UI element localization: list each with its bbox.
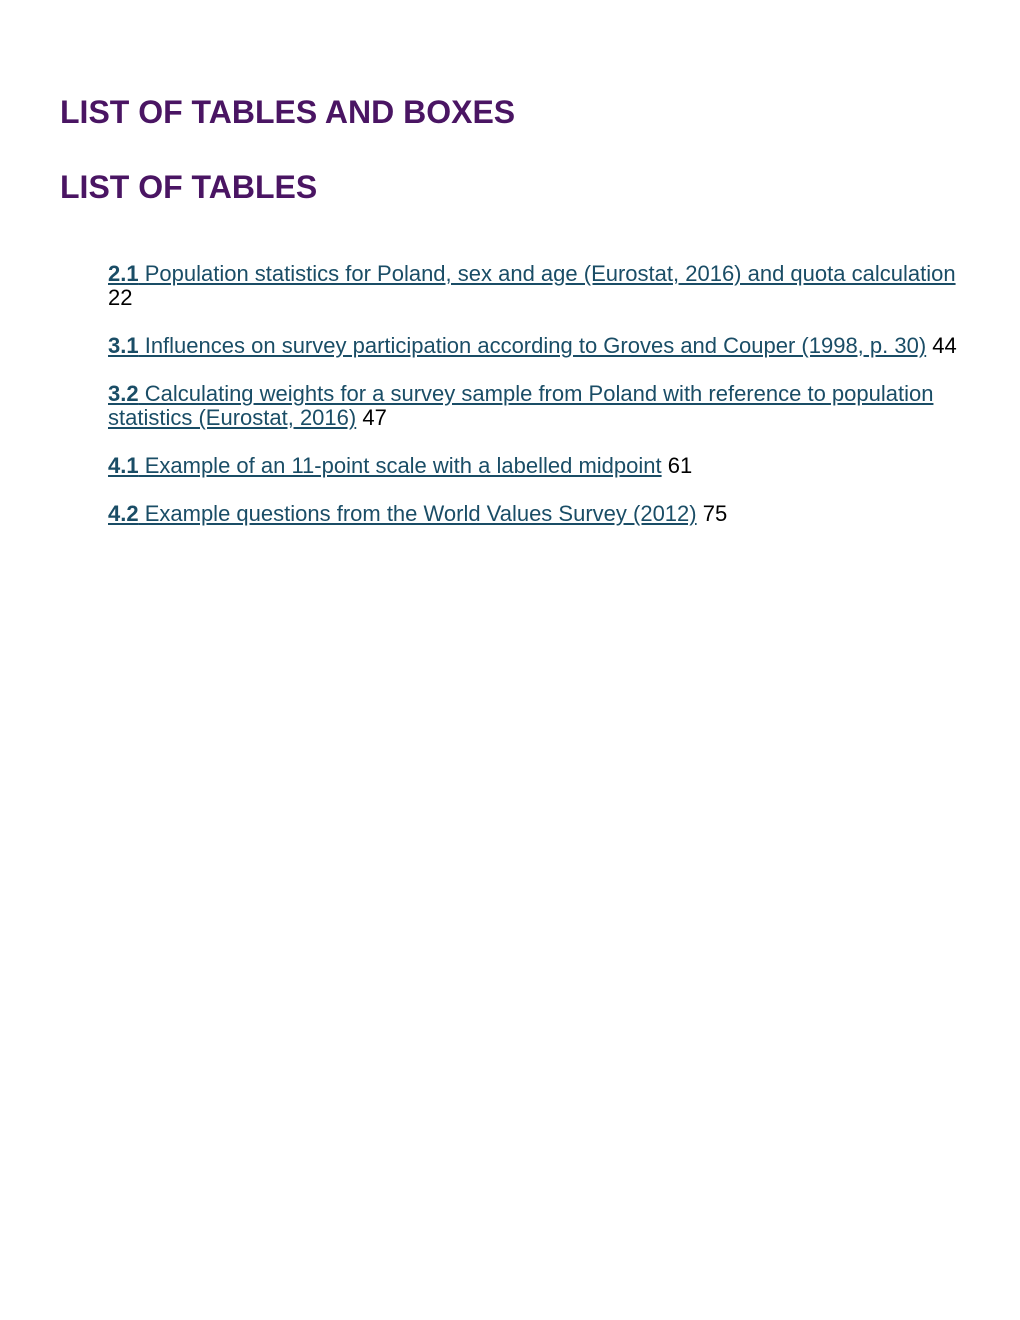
page-number: 47	[362, 405, 387, 430]
table-caption: Population statistics for Poland, sex and age (Eurostat, 2016) and quota calculation	[138, 261, 956, 286]
table-caption: Example questions from the World Values Survey (2012)	[138, 501, 697, 526]
list-item	[108, 502, 968, 526]
table-number: 3.2	[108, 381, 139, 406]
page-number: 61	[667, 453, 693, 478]
table-list	[108, 262, 968, 550]
table-number: 2.1	[108, 261, 139, 286]
table-link[interactable]	[108, 453, 662, 478]
table-caption: Example of an 11-point scale with a labelled midpoint	[138, 453, 662, 478]
list-item	[108, 454, 968, 478]
page-number: 22	[108, 285, 133, 310]
list-item	[108, 262, 968, 310]
table-number: 4.1	[108, 453, 139, 478]
page-number: 44	[932, 333, 957, 358]
table-number: 3.1	[108, 333, 139, 358]
list-item	[108, 334, 968, 358]
table-link[interactable]	[108, 333, 926, 358]
table-link[interactable]	[108, 501, 697, 526]
list-item	[108, 382, 968, 430]
table-link[interactable]	[108, 261, 956, 286]
table-caption: Influences on survey participation according to Groves and Couper (1998, p. 30)	[138, 333, 927, 358]
section-title: LIST OF TABLES	[60, 169, 318, 205]
table-link[interactable]	[108, 381, 933, 430]
page-number: 75	[702, 501, 728, 526]
table-number: 4.2	[108, 501, 139, 526]
table-caption: Calculating weights for a survey sample from Poland with reference to population statistics (Eurostat, 2016)	[108, 381, 934, 430]
page-title: LIST OF TABLES AND BOXES	[60, 94, 516, 130]
